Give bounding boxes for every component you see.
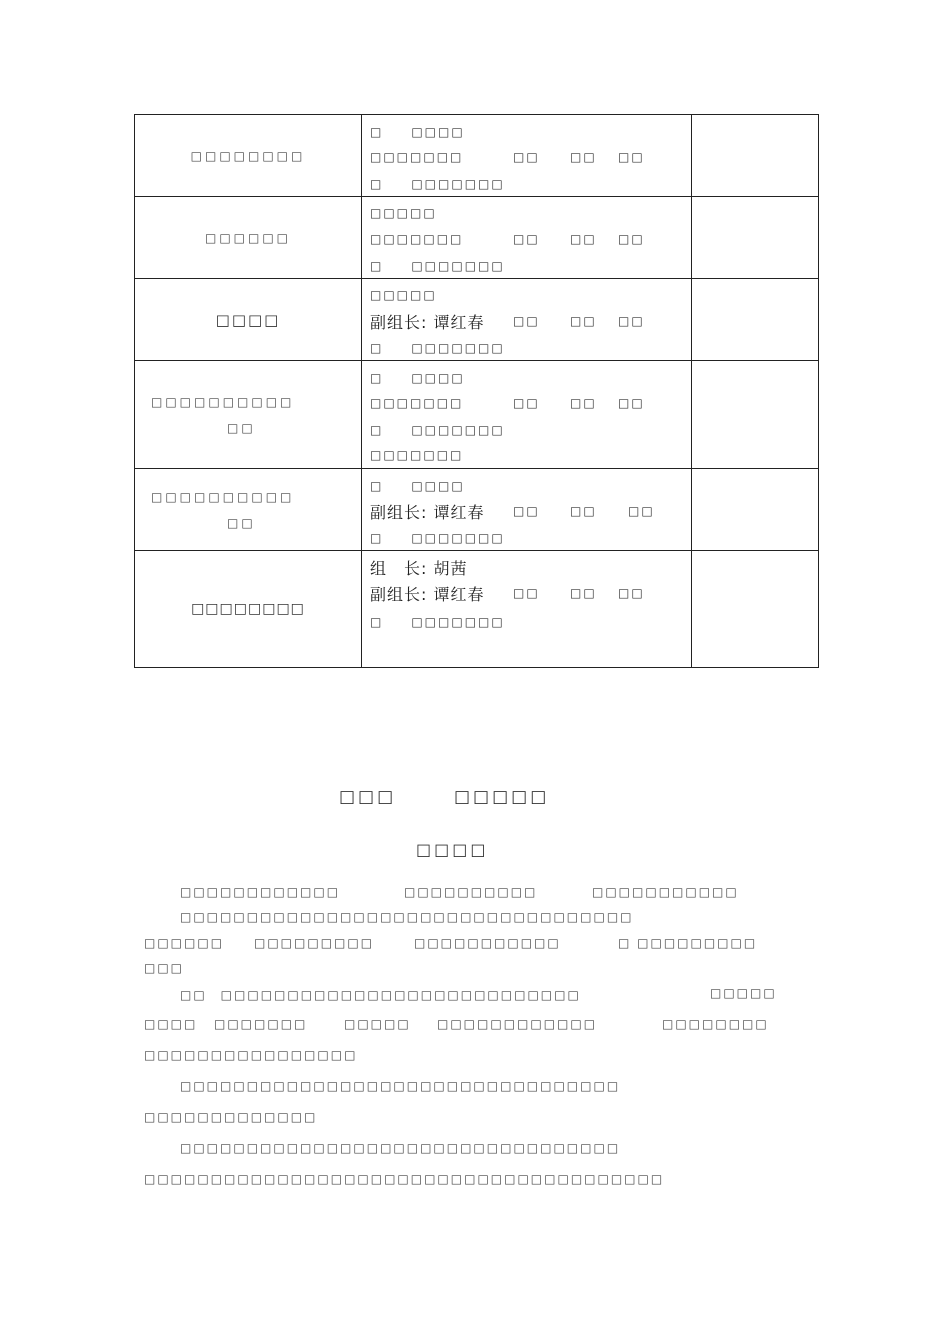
row-label: □□□□□□□□□□ □□ [135, 469, 362, 551]
section-title: □□□□ [416, 840, 489, 859]
table-row [135, 197, 819, 279]
row-label: □□□□ [135, 279, 362, 361]
member-line: □□□□□□□ □□ □□ □□ [370, 396, 645, 410]
row-members [362, 115, 692, 197]
member-line: □□□□□ [370, 288, 437, 302]
row-members [362, 361, 692, 469]
table-row [135, 551, 819, 668]
member-line: □ □□□□ [370, 124, 465, 139]
row-remarks [692, 115, 819, 197]
row-label: □□□□□□□□ [135, 115, 362, 197]
row-members [362, 197, 692, 279]
row-remarks [692, 279, 819, 361]
chapter-number: □□□ [339, 787, 397, 807]
row-members [362, 469, 692, 551]
member-line: □ □□□□□□□ [370, 530, 505, 545]
member-line: □ □□□□ [370, 478, 465, 493]
row-members [362, 551, 692, 668]
member-line: 副组长: 谭红春 □□ □□ □□ [370, 502, 655, 522]
member-line: 副组长: 谭红春 □□ □□ □□ [370, 584, 645, 604]
table-row [135, 361, 819, 469]
row-label: □□□□□□□□□□ □□ [135, 361, 362, 469]
row-remarks [692, 197, 819, 279]
row-remarks [692, 469, 819, 551]
row-members [362, 279, 692, 361]
member-line: □□□□□ [370, 206, 437, 220]
member-line: □ □□□□□□□ [370, 340, 505, 355]
row-label: □□□□□□ [135, 197, 362, 279]
assignment-table [134, 114, 819, 668]
member-line: 组 长: 胡茜 [370, 558, 468, 578]
chapter-title: □□□□□ [454, 787, 550, 807]
member-line: □ □□□□□□□ [370, 422, 505, 437]
row-remarks [692, 361, 819, 469]
table-row [135, 469, 819, 551]
member-line: □ □□□□□□□ [370, 176, 505, 191]
member-line: 副组长: 谭红春 □□ □□ □□ [370, 312, 645, 332]
member-line: □□□□□□□ □□ □□ □□ [370, 232, 645, 246]
table-row [135, 115, 819, 197]
member-line: □ □□□□□□□ [370, 614, 505, 629]
member-line: □ □□□□ [370, 370, 465, 385]
row-remarks [692, 551, 819, 668]
member-line: □□□□□□□ [370, 448, 464, 462]
member-line: □□□□□□□ □□ □□ □□ [370, 150, 645, 164]
row-label: □□□□□□□□ [135, 551, 362, 668]
member-line: □ □□□□□□□ [370, 258, 505, 273]
table-row [135, 279, 819, 361]
